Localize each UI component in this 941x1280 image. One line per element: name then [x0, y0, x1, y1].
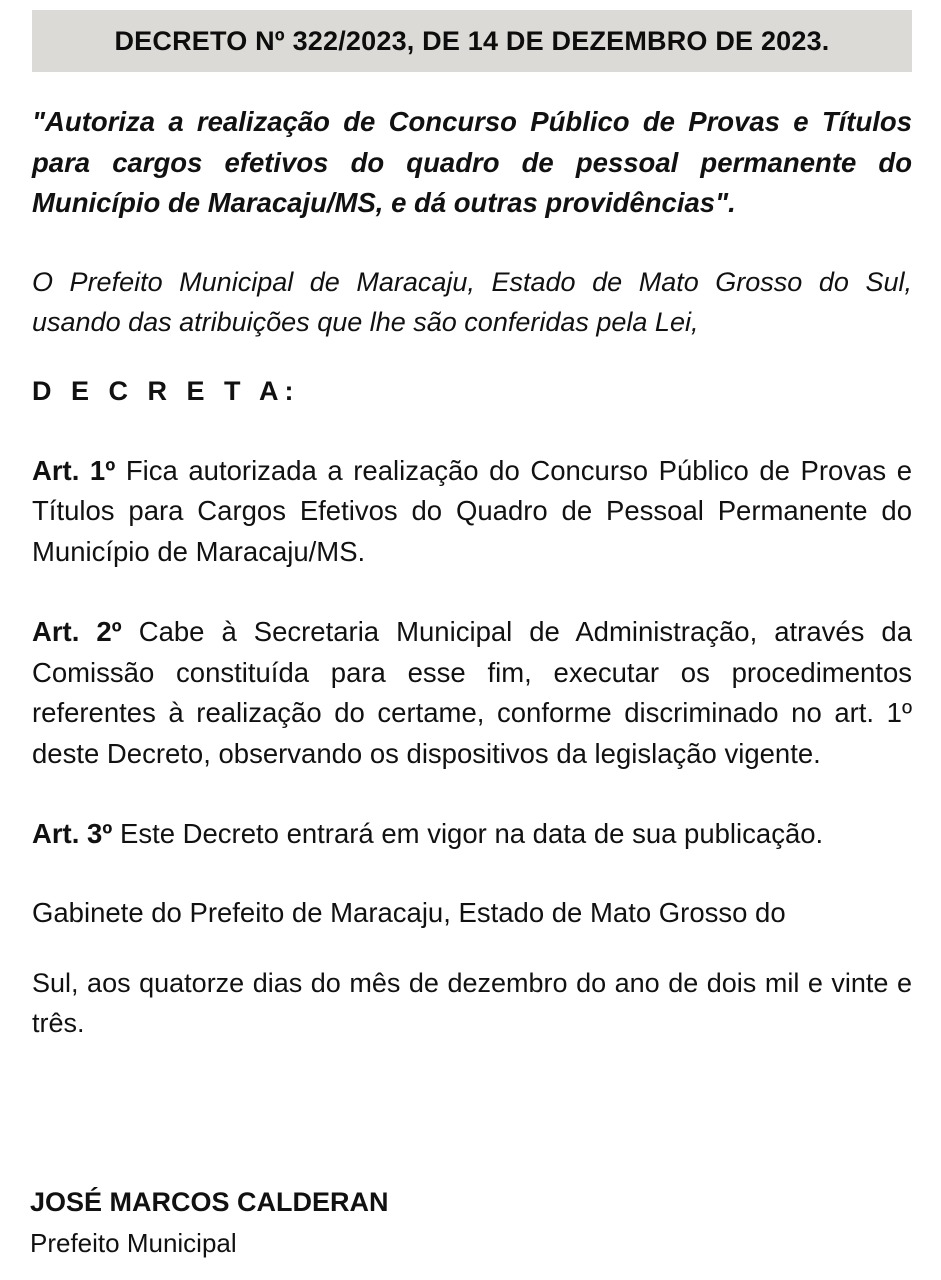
decreta-heading: D E C R E T A:: [32, 375, 300, 406]
signature-block: [30, 1183, 389, 1261]
article-2-label: Art. 2º: [32, 616, 122, 647]
article-1: [32, 451, 912, 573]
decree-title-banner: [32, 10, 912, 72]
decree-summary: "Autoriza a realização de Concurso Público de Provas e Títulos para cargos efetivos do quadro de pessoal permanente do Município de Maracaju/MS, e dá outras providências".: [32, 106, 912, 218]
signatory-role: Prefeito Municipal: [30, 1228, 237, 1258]
article-3-text: Este Decreto entrará em vigor na data de sua publicação.: [119, 818, 824, 849]
article-3-label: Art. 3º: [32, 818, 113, 849]
article-2-text: Cabe à Secretaria Municipal de Administração, através da Comissão constituída para esse fim, executar os procedimentos referentes à realização do certame, conforme discriminado no art. 1º deste Decreto, observando os dispositivos da legislação vigente.: [32, 616, 912, 769]
article-1-label: Art. 1º: [32, 454, 116, 486]
closing-line-2: Sul, aos quatorze dias do mês de dezembro do ano de dois mil e vinte e três.: [32, 967, 912, 1038]
decree-preamble: O Prefeito Municipal de Maracaju, Estado de Mato Grosso do Sul, usando das atribuições que lhe são conferidas pela Lei,: [32, 266, 912, 337]
closing-line-1: Gabinete do Prefeito de Maracaju, Estado de Mato Grosso do: [32, 896, 786, 928]
decree-title: DECRETO Nº 322/2023, DE 14 DE DEZEMBRO DE 2023.: [114, 25, 830, 56]
article-3: [32, 814, 912, 855]
article-2: [32, 612, 912, 774]
signatory-name: JOSÉ MARCOS CALDERAN: [30, 1187, 389, 1217]
article-1-text: Fica autorizada a realização do Concurso Público de Provas e Títulos para Cargos Efetivos do Quadro de Pessoal Permanente do Município de Maracaju/MS.: [32, 454, 912, 567]
decree-document: [32, 10, 912, 1043]
